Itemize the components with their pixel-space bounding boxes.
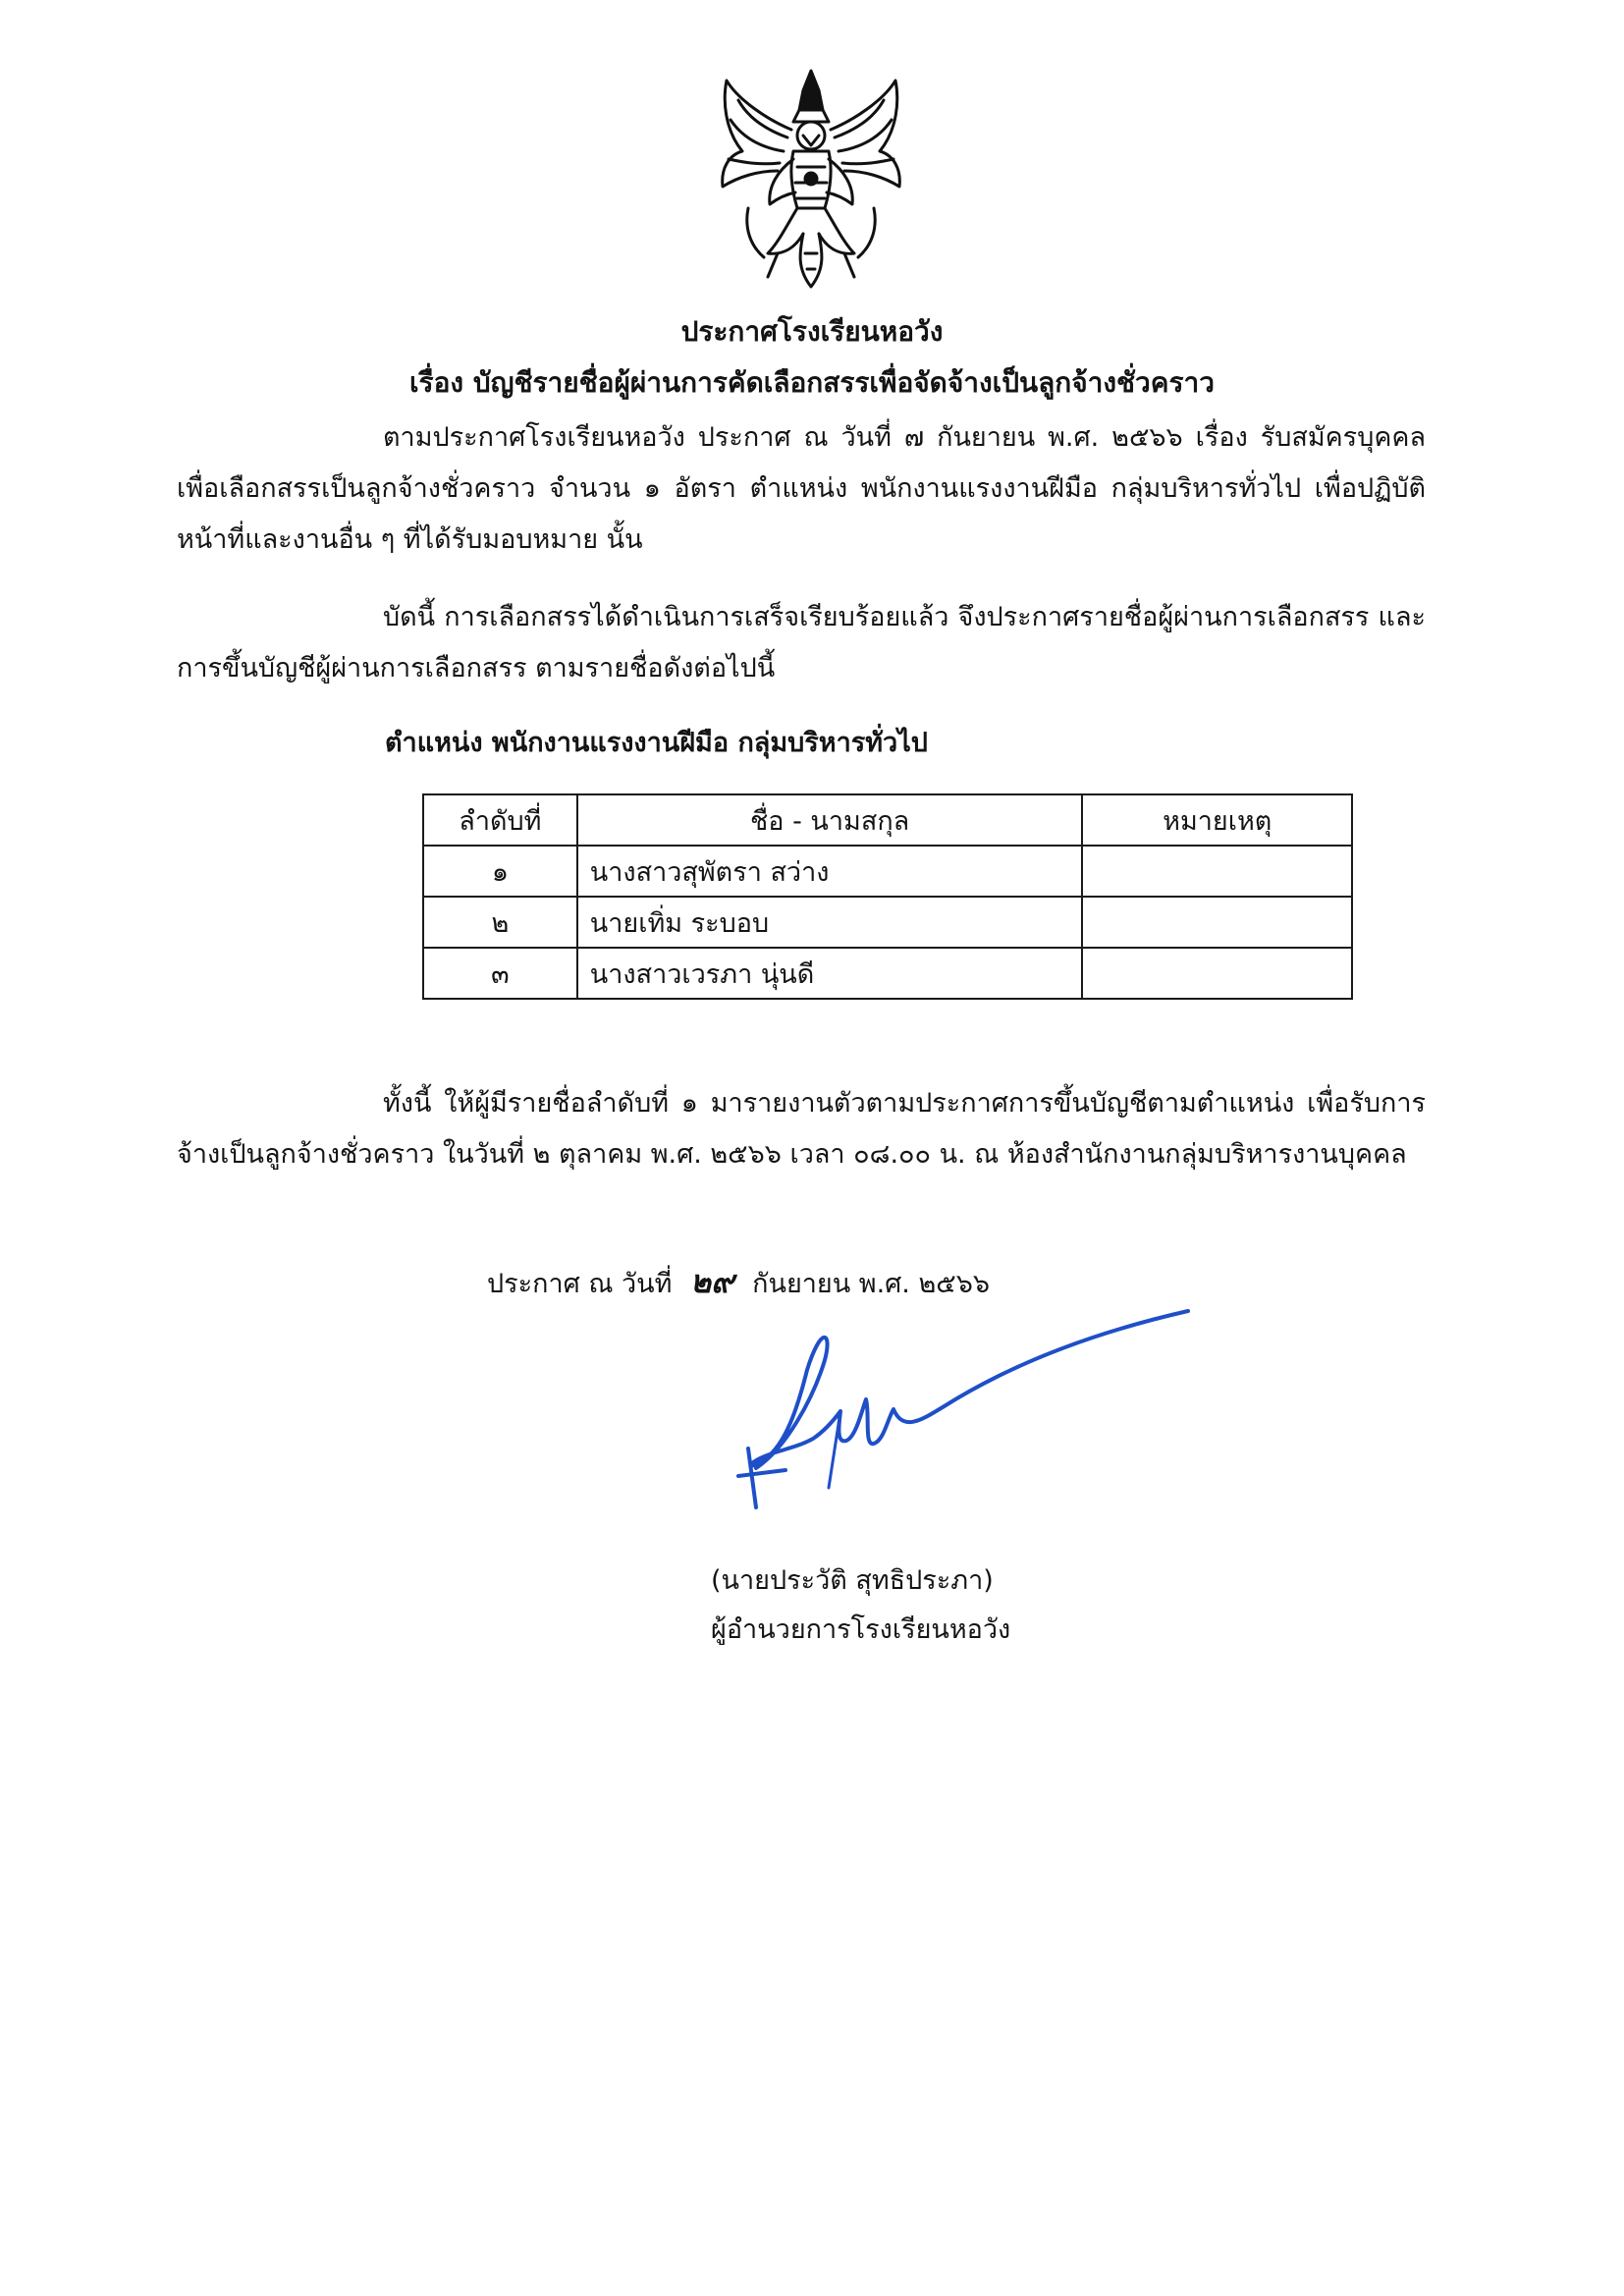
row-note [1082, 897, 1352, 948]
announcement-subject: เรื่อง บัญชีรายชื่อผู้ผ่านการคัดเลือกสรรเพื่อจัดจ้างเป็นลูกจ้างชั่วคราว [408, 366, 1215, 399]
paragraph-intro [177, 412, 1426, 566]
paragraph-result [177, 592, 1426, 694]
candidates-table [422, 793, 1353, 1000]
row-order: ๑ [423, 846, 577, 897]
column-header-order: ลำดับที่ [423, 794, 577, 846]
signatory-name: (นายประวัติ สุทธิประภา) [711, 1565, 994, 1596]
signatory-position: ผู้อำนวยการโรงเรียนหอวัง [711, 1614, 1011, 1645]
column-header-name: ชื่อ - นามสกุล [577, 794, 1083, 846]
signature [727, 1301, 1198, 1517]
row-name: นางสาวสุพัตรา สว่าง [577, 846, 1083, 897]
paragraph-intro-text: ตามประกาศโรงเรียนหอวัง ประกาศ ณ วันที่ ๗ กันยายน พ.ศ. ๒๕๖๖ เรื่อง รับสมัครบุคคลเพื่อเลือกสรรเป็นลูกจ้างชั่วคราว จำนวน ๑ อัตรา ตำแหน่ง พนักงานแรงงานฝีมือ กลุ่มบริหารทั่วไป เพื่อปฏิบัติหน้าที่และงานอื่น ๆ ที่ได้รับมอบหมาย นั้น [177, 422, 1426, 555]
garuda-emblem-icon [709, 61, 913, 297]
row-name: นางสาวเวรภา นุ่นดี [577, 948, 1083, 999]
row-order: ๓ [423, 948, 577, 999]
row-note [1082, 846, 1352, 897]
table-header-row [423, 794, 1352, 846]
table-row [423, 897, 1352, 948]
paragraph-result-text: บัดนี้ การเลือกสรรได้ดำเนินการเสร็จเรียบร้อยแล้ว จึงประกาศรายชื่อผู้ผ่านการเลือกสรร และการขึ้นบัญชีผู้ผ่านการเลือกสรร ตามรายชื่อดังต่อไปนี้ [177, 602, 1426, 683]
row-order: ๒ [423, 897, 577, 948]
date-month-year: กันยายน พ.ศ. ๒๕๖๖ [752, 1269, 990, 1299]
column-header-note: หมายเหตุ [1082, 794, 1352, 846]
paragraph-report [177, 1078, 1426, 1180]
row-note [1082, 948, 1352, 999]
announcement-title: ประกาศโรงเรียนหอวัง [680, 315, 944, 348]
paragraph-report-text: ทั้งนี้ ให้ผู้มีรายชื่อลำดับที่ ๑ มารายงานตัวตามประกาศการขึ้นบัญชีตามตำแหน่ง เพื่อรับการจ้างเป็นลูกจ้างชั่วคราว ในวันที่ ๒ ตุลาคม พ.ศ. ๒๕๖๖ เวลา ๐๘.๐๐ น. ณ ห้องสำนักงานกลุ่มบริหารงานบุคคล [177, 1088, 1426, 1170]
table-row [423, 948, 1352, 999]
date-day: ๒๙ [690, 1263, 734, 1300]
announcement-date [487, 1262, 990, 1304]
row-name: นายเทิ่ม ระบอบ [577, 897, 1083, 948]
date-prefix: ประกาศ ณ วันที่ [487, 1269, 673, 1299]
table-row [423, 846, 1352, 897]
position-heading: ตำแหน่ง พนักงานแรงงานฝีมือ กลุ่มบริหารทั่วไป [385, 728, 928, 758]
